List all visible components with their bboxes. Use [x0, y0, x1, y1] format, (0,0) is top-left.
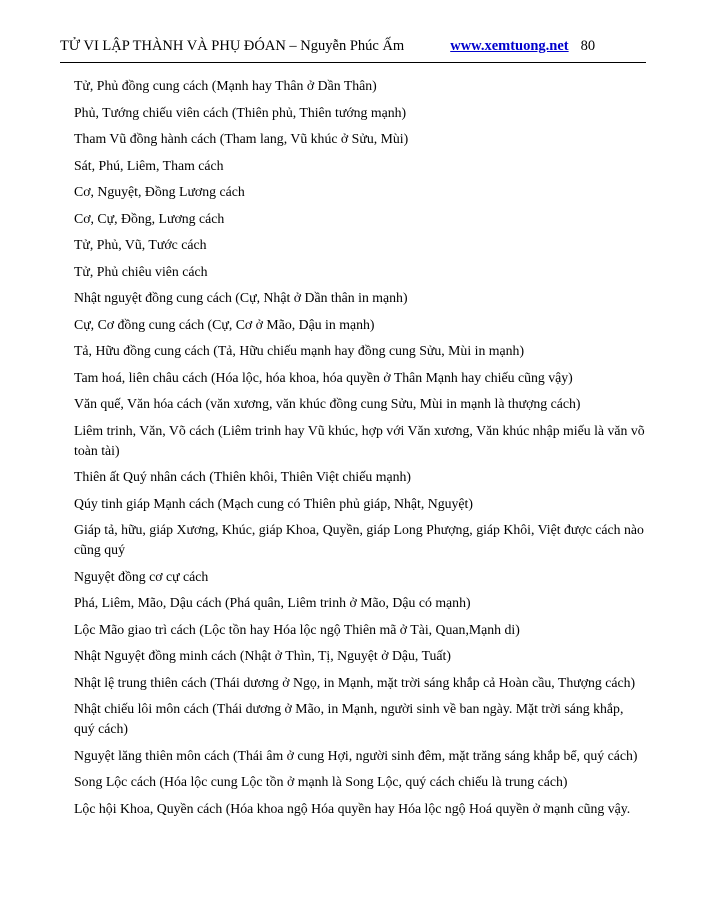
- body-line: Cơ, Cự, Đồng, Lương cách: [74, 210, 225, 226]
- body-line: Thiên ất Quý nhân cách (Thiên khôi, Thiên Việt chiếu mạnh): [74, 469, 411, 484]
- body-line: Nguyệt đồng cơ cự cách: [74, 568, 209, 584]
- body-line: Sát, Phú, Liêm, Tham cách: [74, 157, 224, 173]
- body-line: Lộc Mão giao trì cách (Lộc tồn hay Hóa lộc ngộ Thiên mã ở Tài, Quan,Mạnh di): [74, 621, 520, 637]
- body-line: Phủ, Tướng chiếu viên cách (Thiên phủ, Thiên tướng mạnh): [74, 104, 407, 120]
- body-line: Cự, Cơ đồng cung cách (Cự, Cơ ở Mão, Dậu in mạnh): [74, 316, 375, 332]
- body-line: Liêm trinh, Văn, Võ cách (Liêm trinh hay Vũ khúc, hợp với Văn xương, Văn khúc nhập miếu là văn võ toàn tài): [74, 422, 645, 458]
- header-website-link[interactable]: www.xemtuong.net: [450, 38, 569, 54]
- body-line: Song Lộc cách (Hóa lộc cung Lộc tồn ở mạnh là Song Lộc, quý cách chiếu là trung cách): [74, 774, 568, 789]
- body-line: Tử, Phủ đồng cung cách (Mạnh hay Thân ở Dần Thân): [74, 78, 377, 93]
- body-line: Văn quế, Văn hóa cách (văn xương, văn khúc đồng cung Sửu, Mùi in mạnh là thượng cách): [74, 396, 581, 411]
- header-title: TỬ VI LẬP THÀNH VÀ PHỤ ĐÓAN – Nguyễn Phúc Ấm: [60, 38, 405, 54]
- body-line: Cơ, Nguyệt, Đồng Lương cách: [74, 184, 245, 199]
- page-header: [60, 38, 660, 55]
- document-body: [74, 76, 646, 819]
- header-divider: [60, 62, 646, 63]
- page-number: 80: [580, 38, 596, 54]
- body-line: Giáp tả, hữu, giáp Xương, Khúc, giáp Khoa, Quyền, giáp Long Phượng, giáp Khôi, Việt được cách nào cũng quý: [74, 522, 644, 557]
- body-line: Tử, Phủ, Vũ, Tước cách: [74, 237, 207, 252]
- body-line: Lộc hội Khoa, Quyền cách (Hóa khoa ngộ Hóa quyền hay Hóa lộc ngộ Hoá quyền ở mạnh cũng vậy.: [74, 800, 631, 816]
- body-line: Tam hoá, liên châu cách (Hóa lộc, hóa khoa, hóa quyền ở Thân Mạnh hay chiếu cũng vậy): [74, 369, 573, 385]
- body-line: Tả, Hữu đồng cung cách (Tả, Hữu chiếu mạnh hay đồng cung Sửu, Mùi in mạnh): [74, 343, 525, 358]
- body-line: Nhật Nguyệt đồng minh cách (Nhật ở Thìn, Tị, Nguyệt ở Dậu, Tuất): [74, 648, 451, 663]
- body-line: Nhật lệ trung thiên cách (Thái dương ở Ngọ, in Mạnh, mặt trời sáng khắp cả Hoàn cầu, Thượng cách): [74, 674, 636, 690]
- body-line: Tham Vũ đồng hành cách (Tham lang, Vũ khúc ở Sửu, Mùi): [74, 131, 409, 146]
- body-line: Phá, Liêm, Mão, Dậu cách (Phá quân, Liêm trinh ở Mão, Dậu có mạnh): [74, 595, 471, 610]
- body-line: Nhật nguyệt đồng cung cách (Cự, Nhật ở Dần thân in mạnh): [74, 290, 408, 305]
- body-line: Qúy tinh giáp Mạnh cách (Mạch cung có Thiên phủ giáp, Nhật, Nguyệt): [74, 495, 473, 511]
- body-line: Tử, Phủ chiêu viên cách: [74, 263, 208, 279]
- body-line: Nguyệt lăng thiên môn cách (Thái âm ở cung Hợi, người sinh đêm, mặt trăng sáng khắp bể, quý cách): [74, 747, 638, 763]
- body-line: Nhật chiếu lôi môn cách (Thái dương ở Mão, in Mạnh, người sinh về ban ngày. Mặt trời sáng khắp, quý cách): [74, 701, 624, 736]
